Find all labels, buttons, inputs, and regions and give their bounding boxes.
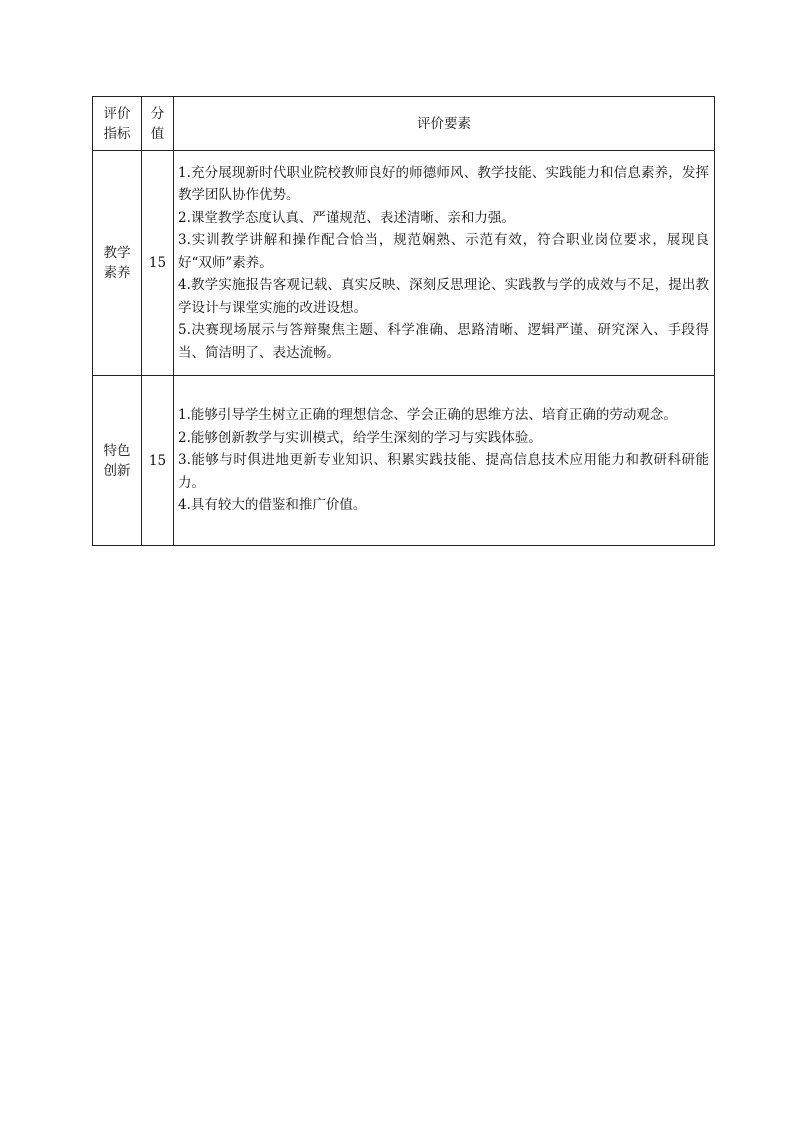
header-score-cell xyxy=(142,97,174,151)
elements-cell xyxy=(174,151,715,376)
header-elements-cell xyxy=(174,97,715,151)
indicator-line-2: 素养 xyxy=(103,265,131,281)
list-item: 3.实训教学讲解和操作配合恰当，规范娴熟、示范有效，符合职业岗位要求，展现良好“双师”素养。 xyxy=(178,232,709,271)
header-indicator-cell xyxy=(93,97,142,151)
elements-cell xyxy=(174,376,715,546)
header-elements-label: 评价要素 xyxy=(417,115,471,132)
evaluation-table xyxy=(92,96,715,546)
table-row xyxy=(93,151,715,376)
list-item: 2.课堂教学态度认真、严谨规范、表述清晰、亲和力强。 xyxy=(178,209,515,226)
table-header-row xyxy=(93,97,715,151)
indicator-cell xyxy=(93,151,142,376)
header-indicator-line-2: 指标 xyxy=(103,125,131,142)
list-item: 1.能够引导学生树立正确的理想信念、学会正确的思维方法、培育正确的劳动观念。 xyxy=(178,407,677,424)
indicator-cell xyxy=(93,376,142,546)
list-item: 4.具有较大的借鉴和推广价值。 xyxy=(178,497,367,514)
indicator-line-2: 创新 xyxy=(103,462,131,479)
elements-list xyxy=(174,404,714,517)
header-indicator-line-1: 评价 xyxy=(103,105,131,122)
list-item: 5.决赛现场展示与答辩聚焦主题、科学准确、思路清晰、逻辑严谨、研究深入、手段得当、简洁明了、表达流畅。 xyxy=(178,322,709,361)
score-cell: 15 xyxy=(142,376,174,546)
list-item: 3.能够与时俱进地更新专业知识、积累实践技能、提高信息技术应用能力和教研科研能力。 xyxy=(178,452,709,491)
header-score-line-1: 分 xyxy=(150,105,165,122)
indicator-line-1: 特色 xyxy=(103,442,131,459)
header-score-line-2: 值 xyxy=(150,125,165,142)
table-row xyxy=(93,376,715,546)
indicator-line-1: 教学 xyxy=(103,245,131,261)
list-item: 2.能够创新教学与实训模式，给学生深刻的学习与实践体验。 xyxy=(178,429,542,446)
list-item: 4.教学实施报告客观记载、真实反映、深刻反思理论、实践教与学的成效与不足，提出教学设计与课堂实施的改进设想。 xyxy=(178,277,709,316)
elements-list xyxy=(174,162,714,365)
list-item: 1.充分展现新时代职业院校教师良好的师德师风、教学技能、实践能力和信息素养，发挥教学团队协作优势。 xyxy=(178,164,709,204)
score-cell: 15 xyxy=(142,151,174,376)
